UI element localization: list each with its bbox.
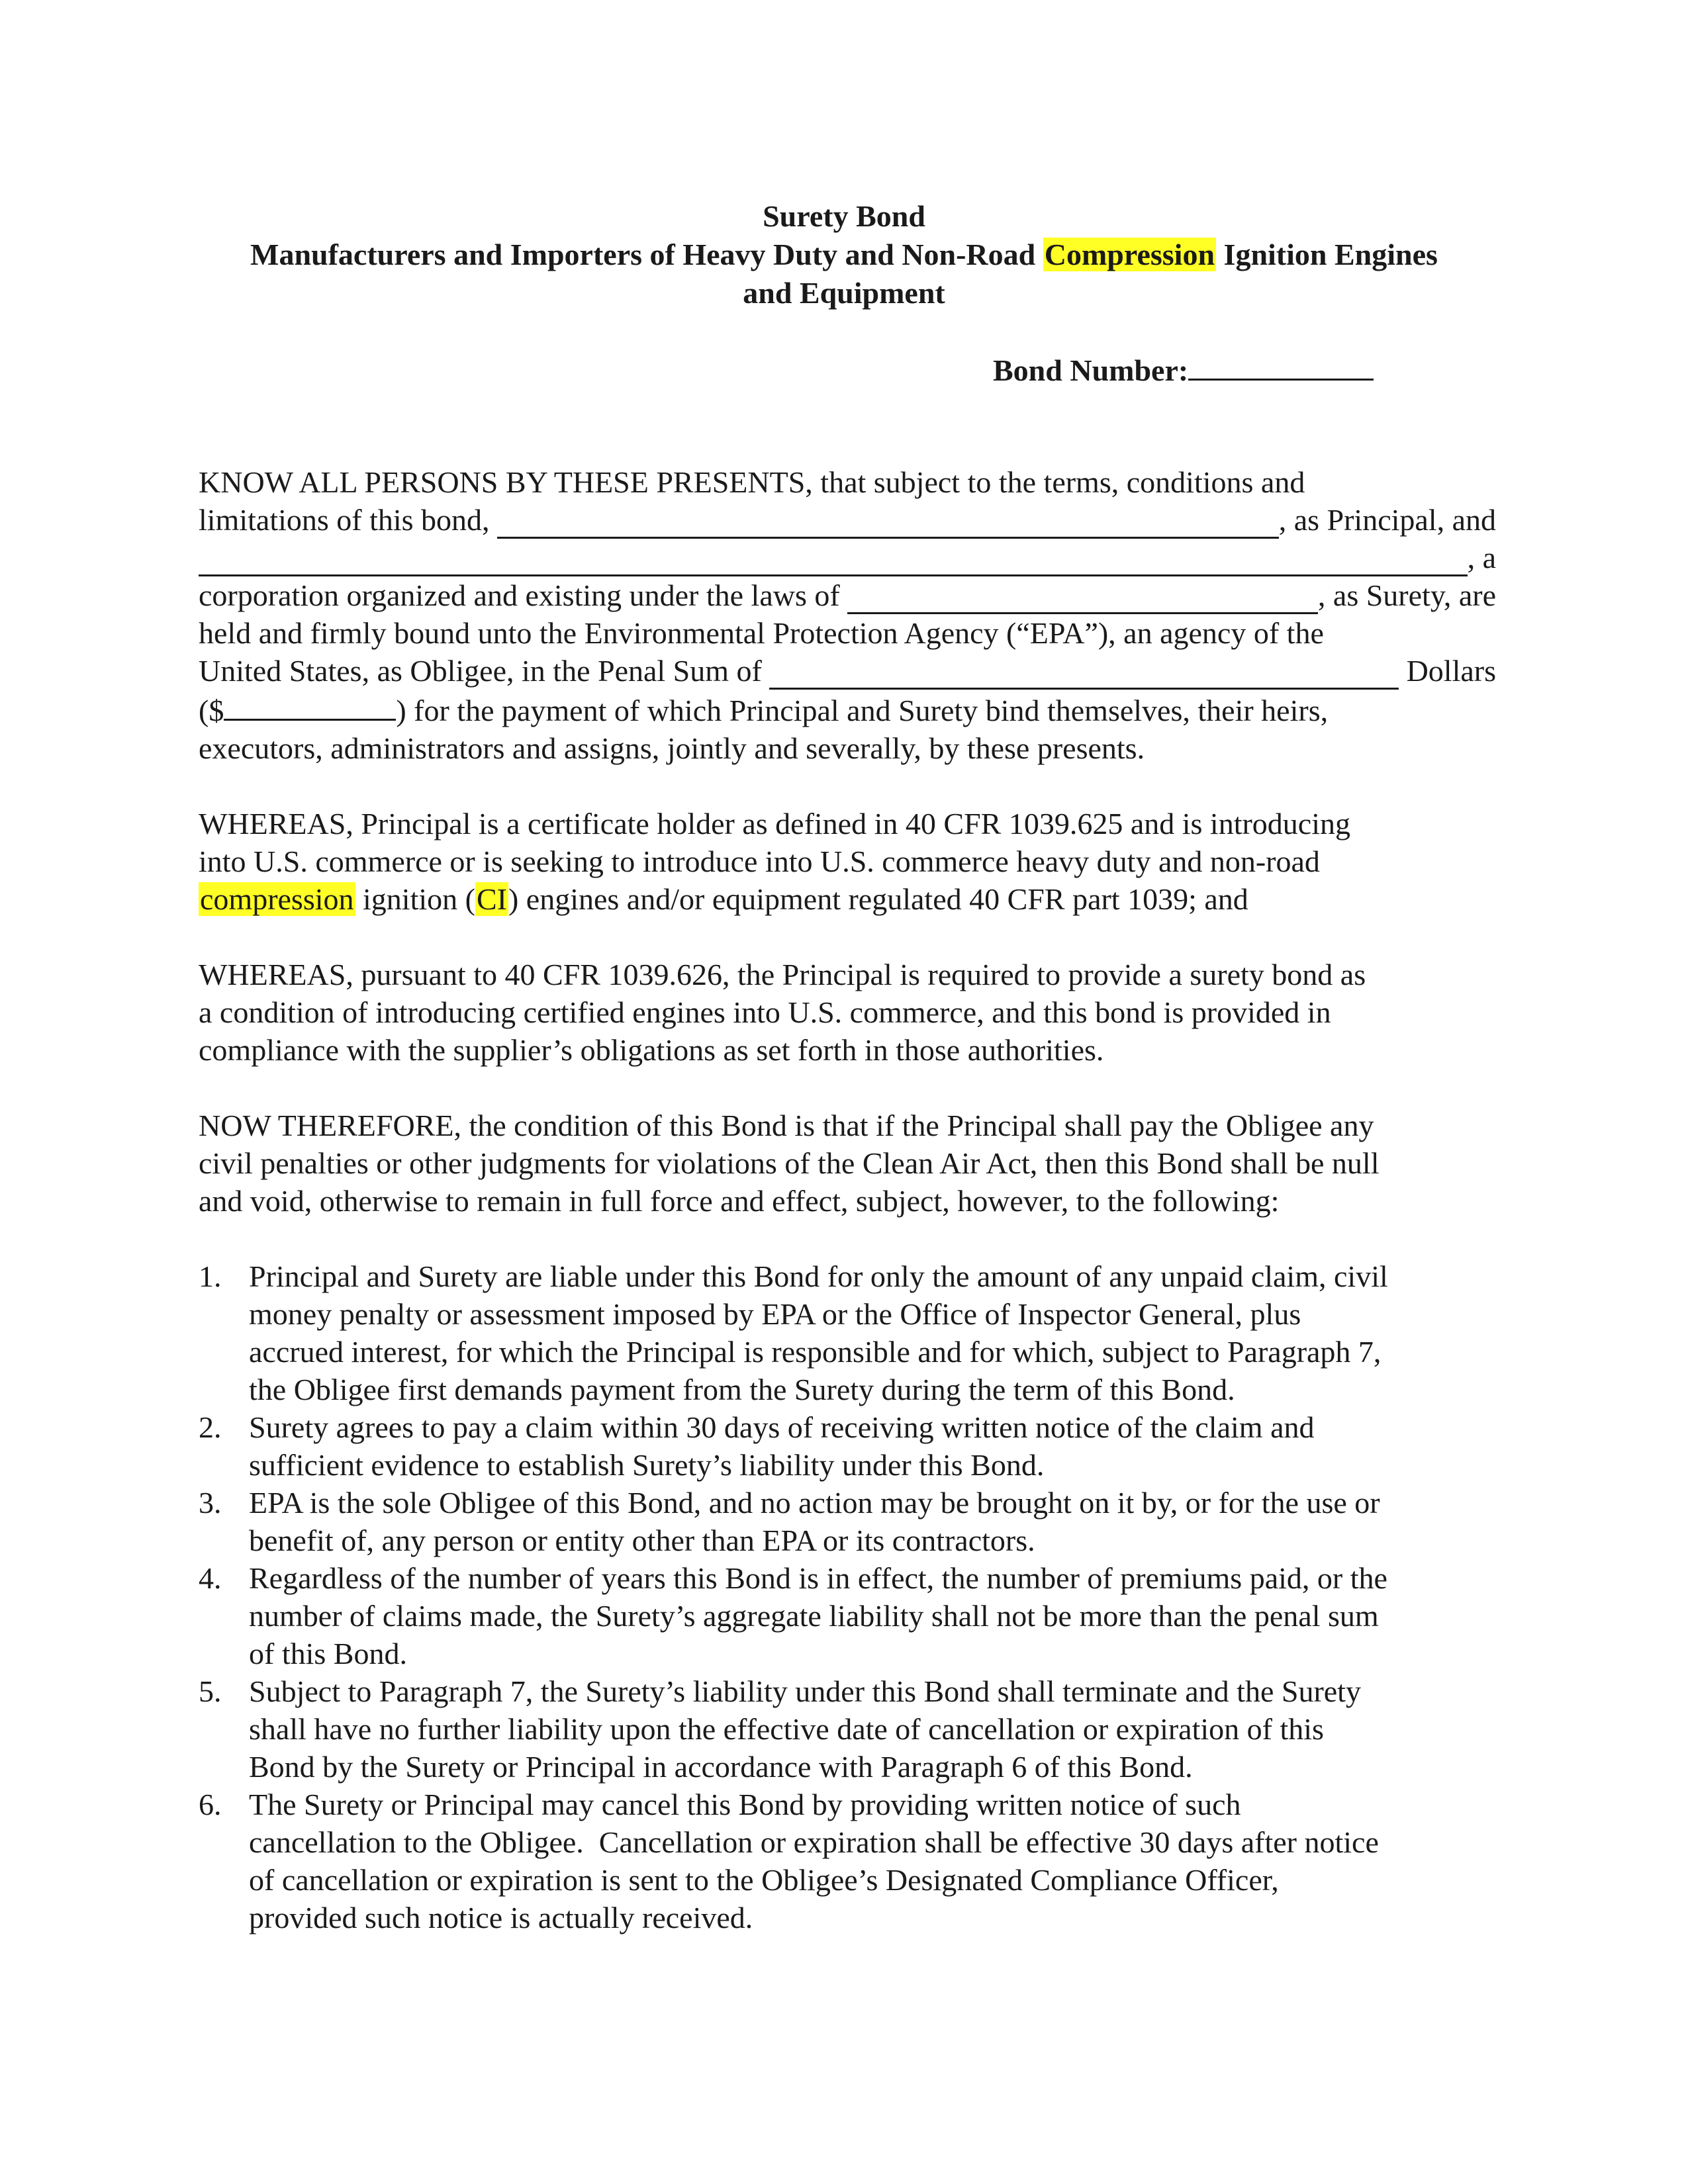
search-highlight: Compression (1044, 238, 1215, 271)
document-subtitle-line-2: and Equipment (743, 276, 945, 310)
penal-sum-amount-blank (224, 690, 396, 721)
list-item: 5. Subject to Paragraph 7, the Surety’s liability under this Bond shall terminate and the Surety shall have no further liability upon the effective date of cancellation or expiration of this Bond by the Surety or Principal in accordance with Paragraph 6 of this Bond. (199, 1674, 1361, 1784)
bond-number-field (993, 349, 1374, 388)
paragraph-whereas-certificate: WHEREAS, Principal is a certificate holder as defined in 40 CFR 1039.625 and is introducing into U.S. commerce or is seeking to introduce into U.S. commerce heavy duty and non-road compression ignition (CI) engines and/or equipment regulated 40 CFR part 1039; and (199, 807, 1351, 916)
bond-number-label: Bond Number: (993, 353, 1189, 387)
search-highlight: compression (200, 882, 354, 916)
search-highlight: CI (476, 882, 507, 916)
paragraph-whereas-surety-bond: WHEREAS, pursuant to 40 CFR 1039.626, the Principal is required to provide a surety bond as a condition of introducing certified engines into U.S. commerce, and this bond is provided in compliance with the supplier’s obligations as set forth in those authorities. (199, 958, 1366, 1067)
state-of-incorporation-blank (847, 583, 1318, 614)
list-item: 3. EPA is the sole Obligee of this Bond, and no action may be brought on it by, or for the use or benefit of, any person or entity other than EPA or its contractors. (199, 1486, 1380, 1557)
paragraph-now-therefore: NOW THEREFORE, the condition of this Bond is that if the Principal shall pay the Obligee any civil penalties or other judgments for violations of the Clean Air Act, then this Bond shall be null and void, otherwise to remain in full force and effect, subject, however, to the following: (199, 1109, 1380, 1218)
surety-name-blank (199, 545, 1468, 576)
bond-number-blank (1188, 349, 1374, 381)
list-item: 1. Principal and Surety are liable under this Bond for only the amount of any unpaid claim, civil money penalty or assessment imposed by EPA or the Office of Inspector General, plus accrued interest, for which the Principal is responsible and for which, subject to Paragraph 7, the Obligee first demands payment from the Surety during the term of this Bond. (199, 1259, 1388, 1406)
list-item: 2. Surety agrees to pay a claim within 30 days of receiving written notice of the claim and sufficient evidence to establish Surety’s liability under this Bond. (199, 1410, 1315, 1482)
document-title: Surety Bond (763, 199, 925, 233)
list-item: 4. Regardless of the number of years this Bond is in effect, the number of premiums paid, or the number of claims made, the Surety’s aggregate liability shall not be more than the penal sum of this Bond. (199, 1561, 1387, 1670)
document-body (199, 463, 1496, 1936)
document-header (0, 197, 1688, 312)
document-subtitle-line-1: Manufacturers and Importers of Heavy Duty and Non-Road Compression Ignition Engines (250, 238, 1438, 271)
list-item: 6. The Surety or Principal may cancel this Bond by providing written notice of such cancellation to the Obligee. Cancellation or expiration shall be effective 30 days after notice of cancellation or expiration is sent to the Obligee’s Designated Compliance Officer, provided such notice is actually received. (199, 1788, 1379, 1934)
conditions-list (199, 1257, 1496, 1936)
penal-sum-words-blank (769, 659, 1399, 690)
paragraph-know-all-persons: KNOW ALL PERSONS BY THESE PRESENTS, that subject to the terms, conditions and limitations of this bond, , as Principal, and , a corporation organized and existing under the laws of , as Surety, are held and firmly bound unto the Environmental Protection Agency (“EPA”), an agency of the United States, as Obligee, in the Penal Sum of Dollars ($ ) for the payment of which Principal and Surety bind themselves, their heirs, executors, administrators and assigns, jointly and severally, by these presents. (199, 465, 1496, 765)
principal-name-blank (497, 508, 1279, 539)
